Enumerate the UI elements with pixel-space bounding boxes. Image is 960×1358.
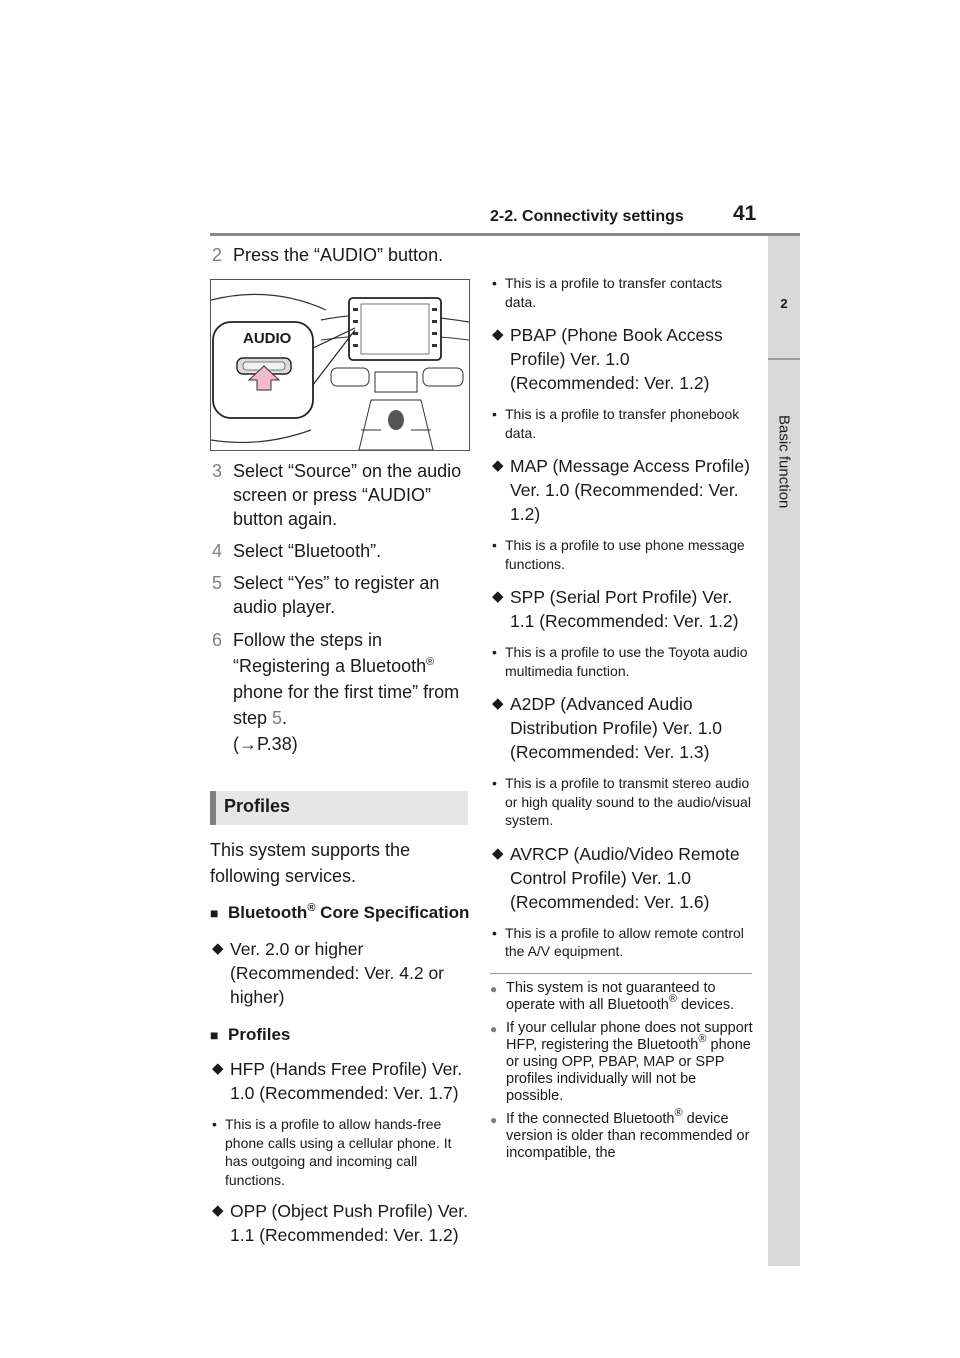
core-spec-heading-text-cont: Core Specification <box>315 903 470 922</box>
caution-note-text-cont: phone or using OPP, PBAP, MAP or SPP profiles individually will not be possible. <box>506 1036 751 1104</box>
diamond-bullet-icon: ◆ <box>492 588 504 605</box>
spp-item-text: SPP (Serial Port Profile) Ver. 1.1 (Recommended: Ver. 1.2) <box>510 587 739 631</box>
dashboard-illustration <box>210 279 470 451</box>
step-text-cont: phone for the first time” from step <box>233 682 460 728</box>
registered-mark: ® <box>674 1106 683 1119</box>
audio-button-label: AUDIO <box>243 330 292 347</box>
dot-bullet-icon: • <box>492 537 497 553</box>
dot-bullet-icon: • <box>492 406 497 422</box>
pbap-item <box>490 323 755 395</box>
chapter-title: Basic function <box>775 415 793 509</box>
left-column <box>210 243 470 1247</box>
step-4 <box>210 539 470 563</box>
step-text: Press the “AUDIO” button. <box>233 245 444 265</box>
core-spec-item-text: Ver. 2.0 or higher (Recommended: Ver. 4.2 or higher) <box>230 939 444 1007</box>
step-text-end: . <box>282 708 288 728</box>
hfp-item <box>210 1057 470 1105</box>
spp-item <box>490 585 755 633</box>
map-note-text: This is a profile to use phone message functions. <box>505 537 745 572</box>
dot-bullet-icon: • <box>492 775 497 791</box>
caution-note-text: If your cellular phone does not support HFP, registering the Bluetooth <box>506 1019 753 1053</box>
caution-note-text: If the connected Bluetooth <box>506 1110 675 1127</box>
square-bullet-icon: ■ <box>210 1027 219 1043</box>
profiles-section-header <box>210 791 468 825</box>
step-text: Follow the steps in “Registering a Bluetooth <box>233 630 427 676</box>
diamond-bullet-icon: ◆ <box>492 695 504 712</box>
core-spec-item <box>210 937 470 1009</box>
notes-separator <box>490 973 752 974</box>
step-3 <box>210 459 470 531</box>
registered-mark: ® <box>698 1032 707 1045</box>
pbap-item-text: PBAP (Phone Book Access Profile) Ver. 1.0 (Recommended: Ver. 1.2) <box>510 325 723 393</box>
step-text: Select “Yes” to register an audio player. <box>233 573 440 617</box>
opp-note <box>490 274 755 311</box>
a2dp-note <box>490 774 755 830</box>
step-number: 5 <box>212 573 223 593</box>
hfp-note <box>210 1115 470 1189</box>
map-note <box>490 536 755 573</box>
step-6 <box>210 627 470 757</box>
section-marker <box>210 791 216 825</box>
a2dp-note-text: This is a profile to transmit stereo audio or high quality sound to the audio/visual system. <box>505 775 751 828</box>
diamond-bullet-icon: ◆ <box>492 326 504 343</box>
dot-bullet-icon: • <box>492 924 497 941</box>
diamond-bullet-icon: ◆ <box>212 940 224 957</box>
circle-bullet-icon: ● <box>490 1021 498 1036</box>
caution-note-text-cont: devices. <box>676 996 735 1013</box>
a2dp-item <box>490 692 755 764</box>
profiles-section-title: Profiles <box>224 796 291 816</box>
chapter-tab-divider <box>768 358 800 360</box>
avrcp-note-text: This is a profile to allow remote control the A/V equipment. <box>505 924 744 959</box>
step-number: 6 <box>212 630 223 650</box>
core-spec-heading-text: Bluetooth <box>228 903 308 922</box>
a2dp-item-text: A2DP (Advanced Audio Distribution Profile) Ver. 1.0 (Recommended: Ver. 1.3) <box>510 694 723 762</box>
step-2 <box>210 243 470 267</box>
registered-mark: ® <box>668 992 677 1005</box>
avrcp-item <box>490 842 755 914</box>
step-text: Select “Bluetooth”. <box>233 541 382 561</box>
diamond-bullet-icon: ◆ <box>212 1060 224 1077</box>
pbap-note <box>490 405 755 442</box>
diamond-bullet-icon: ◆ <box>492 844 504 862</box>
circle-bullet-icon: ● <box>490 1112 498 1127</box>
hfp-note-text: This is a profile to allow hands-free phone calls using a cellular phone. It has outgoing and incoming call functions. <box>225 1116 452 1188</box>
caution-note-text-cont: device version is older than recommended or incompatible, the <box>506 1110 750 1161</box>
dashboard-drawing <box>211 280 469 450</box>
step-number: 3 <box>212 461 223 481</box>
spp-note <box>490 643 755 680</box>
dot-bullet-icon: • <box>492 275 497 291</box>
registered-mark: ® <box>307 902 316 914</box>
square-bullet-icon: ■ <box>210 905 219 921</box>
caution-note-1 <box>490 980 755 1014</box>
diamond-bullet-icon: ◆ <box>212 1202 224 1219</box>
hfp-item-text: HFP (Hands Free Profile) Ver. 1.0 (Recommended: Ver. 1.7) <box>230 1059 463 1103</box>
profiles-heading-text: Profiles <box>228 1025 291 1044</box>
chapter-number: 2 <box>780 296 788 311</box>
caution-note-2 <box>490 1020 755 1105</box>
step-text: Select “Source” on the audio screen or press “AUDIO” button again. <box>233 461 462 529</box>
caution-note-3 <box>490 1106 755 1162</box>
page-reference-link[interactable]: (→P.38) <box>233 734 298 754</box>
opp-item-text: OPP (Object Push Profile) Ver. 1.1 (Recommended: Ver. 1.2) <box>230 1201 468 1245</box>
dot-bullet-icon: • <box>212 1116 217 1132</box>
pbap-note-text: This is a profile to transfer phonebook data. <box>505 406 740 441</box>
chapter-tab <box>768 236 800 1266</box>
step-5 <box>210 571 470 619</box>
caution-note-text: This system is not guaranteed to operate with all Bluetooth <box>506 979 716 1013</box>
page-number: 41 <box>733 202 757 225</box>
registered-mark: ® <box>426 656 435 668</box>
spp-note-text: This is a profile to use the Toyota audio multimedia function. <box>505 644 748 679</box>
step-number: 2 <box>212 245 223 265</box>
step-number: 4 <box>212 541 223 561</box>
step-reference[interactable]: 5 <box>272 708 283 728</box>
avrcp-note <box>490 924 755 961</box>
profiles-heading <box>210 1023 470 1047</box>
opp-note-text: This is a profile to transfer contacts data. <box>505 275 723 310</box>
profiles-intro: This system supports the following services. <box>210 840 411 886</box>
dot-bullet-icon: • <box>492 644 497 660</box>
avrcp-item-text: AVRCP (Audio/Video Remote Control Profile) Ver. 1.0 (Recommended: Ver. 1.6) <box>510 843 740 912</box>
circle-bullet-icon: ● <box>490 981 498 996</box>
right-column <box>490 243 755 1162</box>
map-item <box>490 454 755 526</box>
diamond-bullet-icon: ◆ <box>492 457 504 474</box>
map-item-text: MAP (Message Access Profile) Ver. 1.0 (Recommended: Ver. 1.2) <box>510 456 750 524</box>
opp-item <box>210 1199 470 1247</box>
core-spec-heading <box>210 901 470 925</box>
section-title: 2-2. Connectivity settings <box>490 208 684 225</box>
header-rule <box>210 233 800 236</box>
